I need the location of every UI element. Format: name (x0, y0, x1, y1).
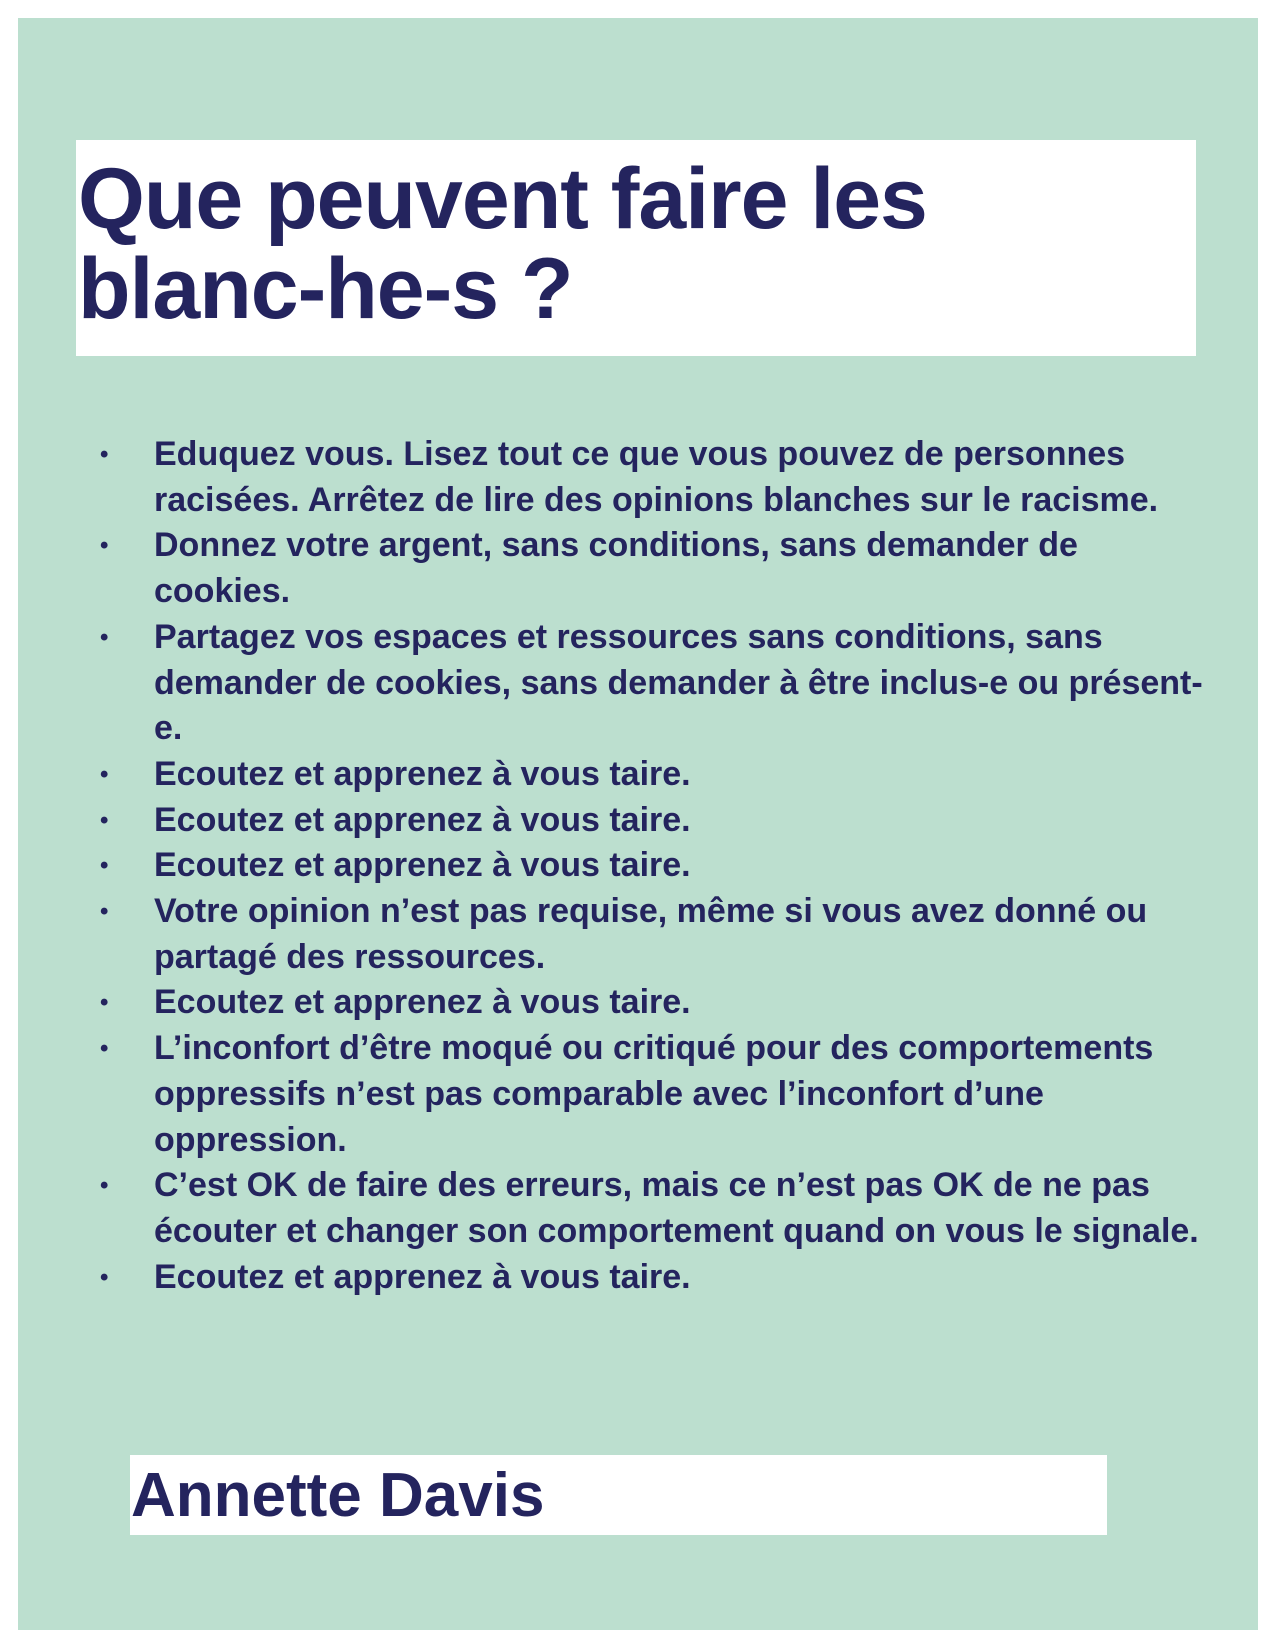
list-item-text: Votre opinion n’est pas requise, même si vous avez donné ou partagé des ressources. (154, 892, 1148, 976)
list-item-text: Ecoutez et apprenez à vous taire. (154, 983, 691, 1022)
list-item-text: Partagez vos espaces et ressources sans conditions, sans demander de cookies, sans demander à être inclus-e ou présent-e. (154, 617, 1203, 748)
bullet-icon: • (100, 852, 109, 880)
list-item (100, 432, 1210, 523)
list-item-text: Ecoutez et apprenez à vous taire. (154, 1257, 691, 1296)
advice-list (100, 432, 1210, 1300)
list-item (100, 1026, 1210, 1163)
list-item-text: Ecoutez et apprenez à vous taire. (154, 800, 691, 839)
list-item (100, 798, 1210, 844)
bullet-icon: • (100, 532, 109, 560)
list-item (100, 1163, 1210, 1254)
bullet-icon: • (100, 760, 109, 788)
list-item-text: Donnez votre argent, sans conditions, sans demander de cookies. (154, 526, 1078, 611)
author-name: Annette Davis (131, 1461, 545, 1530)
bullet-icon: • (100, 989, 109, 1017)
list-item-text: Ecoutez et apprenez à vous taire. (154, 846, 691, 885)
list-item (100, 980, 1210, 1026)
list-item-text: Eduquez vous. Lisez tout ce que vous pouvez de personnes racisées. Arrêtez de lire des opinions blanches sur le racisme. (154, 435, 1159, 519)
bullet-icon: • (100, 1172, 109, 1200)
list-item (100, 615, 1210, 752)
list-item (100, 889, 1210, 980)
poster-title: Que peuvent faire les blanc-he-s ? (78, 151, 927, 337)
list-item (100, 752, 1210, 798)
list-item-text: Ecoutez et apprenez à vous taire. (154, 754, 691, 793)
list-item (100, 523, 1210, 614)
bullet-icon: • (100, 806, 109, 834)
list-item (100, 1255, 1210, 1301)
list-item-text: L’inconfort d’être moqué ou critiqué pour des comportements oppressifs n’est pas comparable avec l’inconfort d’une oppression. (154, 1029, 1154, 1159)
bullet-icon: • (100, 1035, 109, 1063)
bullet-icon: • (100, 441, 109, 468)
bullet-icon: • (100, 1263, 109, 1291)
list-item-text: C’est OK de faire des erreurs, mais ce n’est pas OK de ne pas écouter et changer son comportement quand on vous le signale. (154, 1166, 1199, 1250)
bullet-icon: • (100, 898, 109, 926)
bullet-icon: • (100, 623, 109, 651)
list-item (100, 843, 1210, 889)
